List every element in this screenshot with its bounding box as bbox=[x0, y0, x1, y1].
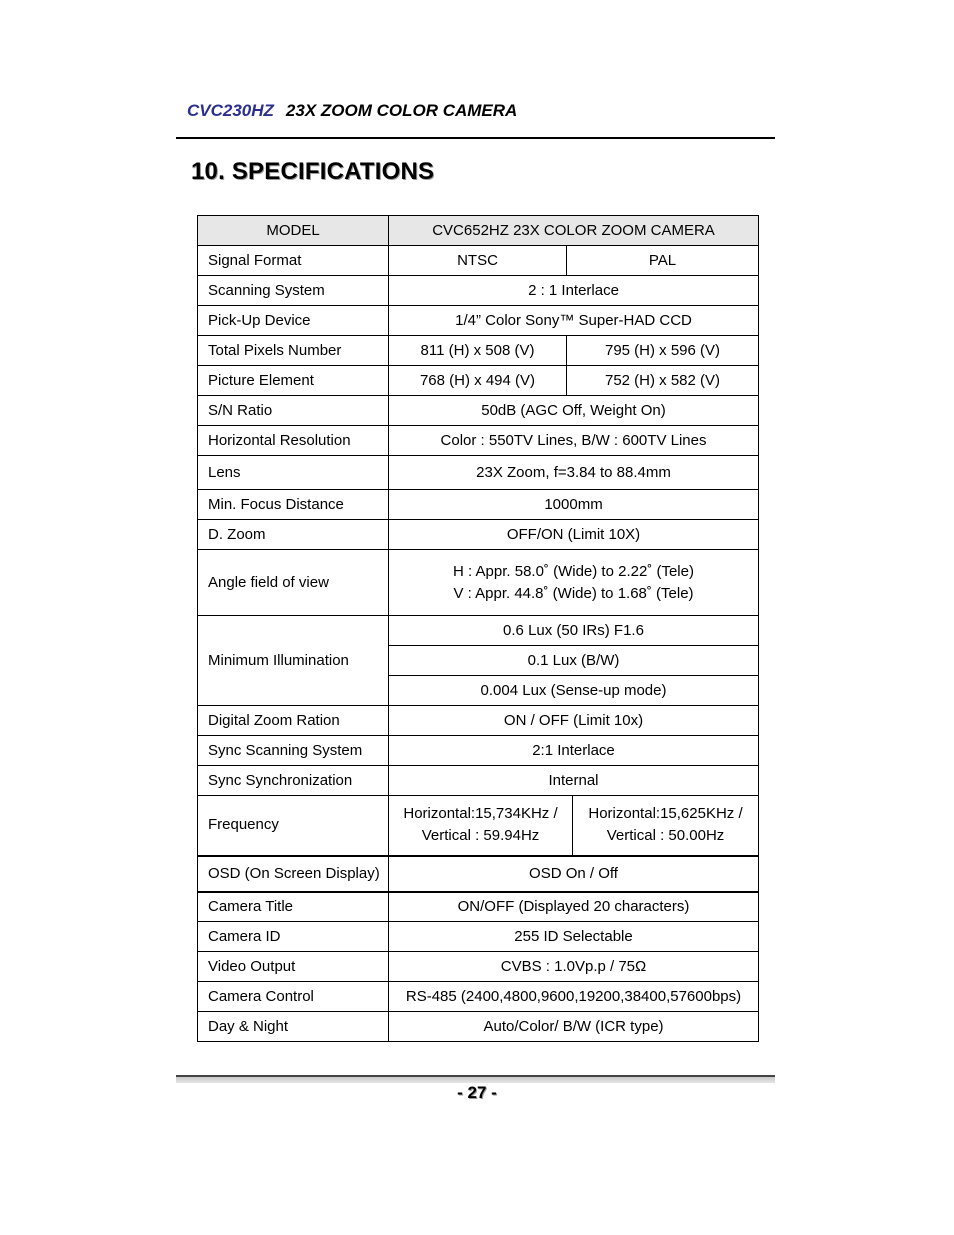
row-label: D. Zoom bbox=[198, 520, 389, 550]
ntsc-value: 811 (H) x 508 (V) bbox=[389, 336, 567, 366]
table-row bbox=[198, 1012, 759, 1042]
row-value: Internal bbox=[389, 766, 759, 796]
ntsc-value: NTSC bbox=[389, 246, 567, 276]
table-row bbox=[198, 396, 759, 426]
row-label: Day & Night bbox=[198, 1012, 389, 1042]
row-value: 23X Zoom, f=3.84 to 88.4mm bbox=[389, 456, 759, 490]
pal-value: 752 (H) x 582 (V) bbox=[567, 366, 759, 396]
row-value: OFF/ON (Limit 10X) bbox=[389, 520, 759, 550]
row-label: Camera ID bbox=[198, 922, 389, 952]
row-label: Scanning System bbox=[198, 276, 389, 306]
angle-v: V : Appr. 44.8˚ (Wide) to 1.68˚ (Tele) bbox=[453, 584, 694, 602]
section-title: 10. SPECIFICATIONS bbox=[191, 158, 435, 185]
table-row bbox=[198, 736, 759, 766]
page-header bbox=[187, 101, 517, 121]
row-value: 2 : 1 Interlace bbox=[389, 276, 759, 306]
angle-h: H : Appr. 58.0˚ (Wide) to 2.22˚ (Tele) bbox=[453, 562, 694, 580]
header-model: CVC230HZ bbox=[187, 101, 274, 120]
table-row bbox=[198, 856, 759, 892]
row-label: Signal Format bbox=[198, 246, 389, 276]
table-row bbox=[198, 892, 759, 922]
row-value: Auto/Color/ B/W (ICR type) bbox=[389, 1012, 759, 1042]
model-value: CVC652HZ 23X COLOR ZOOM CAMERA bbox=[389, 216, 759, 246]
table-row bbox=[198, 426, 759, 456]
table-row bbox=[198, 982, 759, 1012]
row-value bbox=[389, 550, 759, 616]
table-row bbox=[198, 706, 759, 736]
row-label: OSD (On Screen Display) bbox=[198, 856, 389, 892]
table-row bbox=[198, 216, 759, 246]
row-label: Pick-Up Device bbox=[198, 306, 389, 336]
row-value: 1/4” Color Sony™ Super-HAD CCD bbox=[389, 306, 759, 336]
row-value: ON / OFF (Limit 10x) bbox=[389, 706, 759, 736]
row-label: Frequency bbox=[198, 796, 389, 856]
pal-value: PAL bbox=[567, 246, 759, 276]
row-value: 2:1 Interlace bbox=[389, 736, 759, 766]
table-row bbox=[198, 796, 759, 856]
row-label: Camera Title bbox=[198, 892, 389, 922]
header-product: 23X ZOOM COLOR CAMERA bbox=[285, 101, 518, 120]
pal-value bbox=[573, 796, 759, 856]
row-label: S/N Ratio bbox=[198, 396, 389, 426]
row-label: Sync Scanning System bbox=[198, 736, 389, 766]
row-label: Total Pixels Number bbox=[198, 336, 389, 366]
row-label: Angle field of view bbox=[198, 550, 389, 616]
row-label: Min. Focus Distance bbox=[198, 490, 389, 520]
footer-rule bbox=[176, 1075, 775, 1083]
header-rule bbox=[176, 137, 775, 139]
row-value: 1000mm bbox=[389, 490, 759, 520]
row-value: 0.6 Lux (50 IRs) F1.6 bbox=[389, 616, 759, 646]
table-row bbox=[198, 550, 759, 616]
ntsc-value: 768 (H) x 494 (V) bbox=[389, 366, 567, 396]
page-number: - 27 - bbox=[457, 1083, 497, 1102]
pal-vertical: Vertical : 50.00Hz bbox=[606, 827, 725, 845]
table-row bbox=[198, 922, 759, 952]
row-label: Picture Element bbox=[198, 366, 389, 396]
ntsc-horizontal: Horizontal:15,734KHz / bbox=[403, 805, 558, 823]
pal-horizontal: Horizontal:15,625KHz / bbox=[588, 805, 743, 823]
row-label: Sync Synchronization bbox=[198, 766, 389, 796]
row-label: Video Output bbox=[198, 952, 389, 982]
table-row bbox=[198, 306, 759, 336]
row-label: Lens bbox=[198, 456, 389, 490]
row-value: Color : 550TV Lines, B/W : 600TV Lines bbox=[389, 426, 759, 456]
row-label: Minimum Illumination bbox=[198, 616, 389, 706]
row-label: Camera Control bbox=[198, 982, 389, 1012]
specifications-table bbox=[197, 215, 759, 1042]
table-row bbox=[198, 616, 759, 646]
row-value: RS-485 (2400,4800,9600,19200,38400,57600bps) bbox=[389, 982, 759, 1012]
table-row bbox=[198, 336, 759, 366]
row-value: OSD On / Off bbox=[389, 856, 759, 892]
row-value: ON/OFF (Displayed 20 characters) bbox=[389, 892, 759, 922]
row-label: Horizontal Resolution bbox=[198, 426, 389, 456]
row-label: Digital Zoom Ration bbox=[198, 706, 389, 736]
ntsc-vertical: Vertical : 59.94Hz bbox=[421, 827, 540, 845]
row-value: 0.004 Lux (Sense-up mode) bbox=[389, 676, 759, 706]
table-row bbox=[198, 246, 759, 276]
row-value: 0.1 Lux (B/W) bbox=[389, 646, 759, 676]
ntsc-value bbox=[389, 796, 573, 856]
row-value: 255 ID Selectable bbox=[389, 922, 759, 952]
table-row bbox=[198, 456, 759, 490]
table-row bbox=[198, 276, 759, 306]
table-row bbox=[198, 766, 759, 796]
table-row bbox=[198, 520, 759, 550]
row-value: CVBS : 1.0Vp.p / 75Ω bbox=[389, 952, 759, 982]
table-row bbox=[198, 490, 759, 520]
row-value: 50dB (AGC Off, Weight On) bbox=[389, 396, 759, 426]
table-row bbox=[198, 952, 759, 982]
pal-value: 795 (H) x 596 (V) bbox=[567, 336, 759, 366]
table-row bbox=[198, 366, 759, 396]
model-label: MODEL bbox=[198, 216, 389, 246]
